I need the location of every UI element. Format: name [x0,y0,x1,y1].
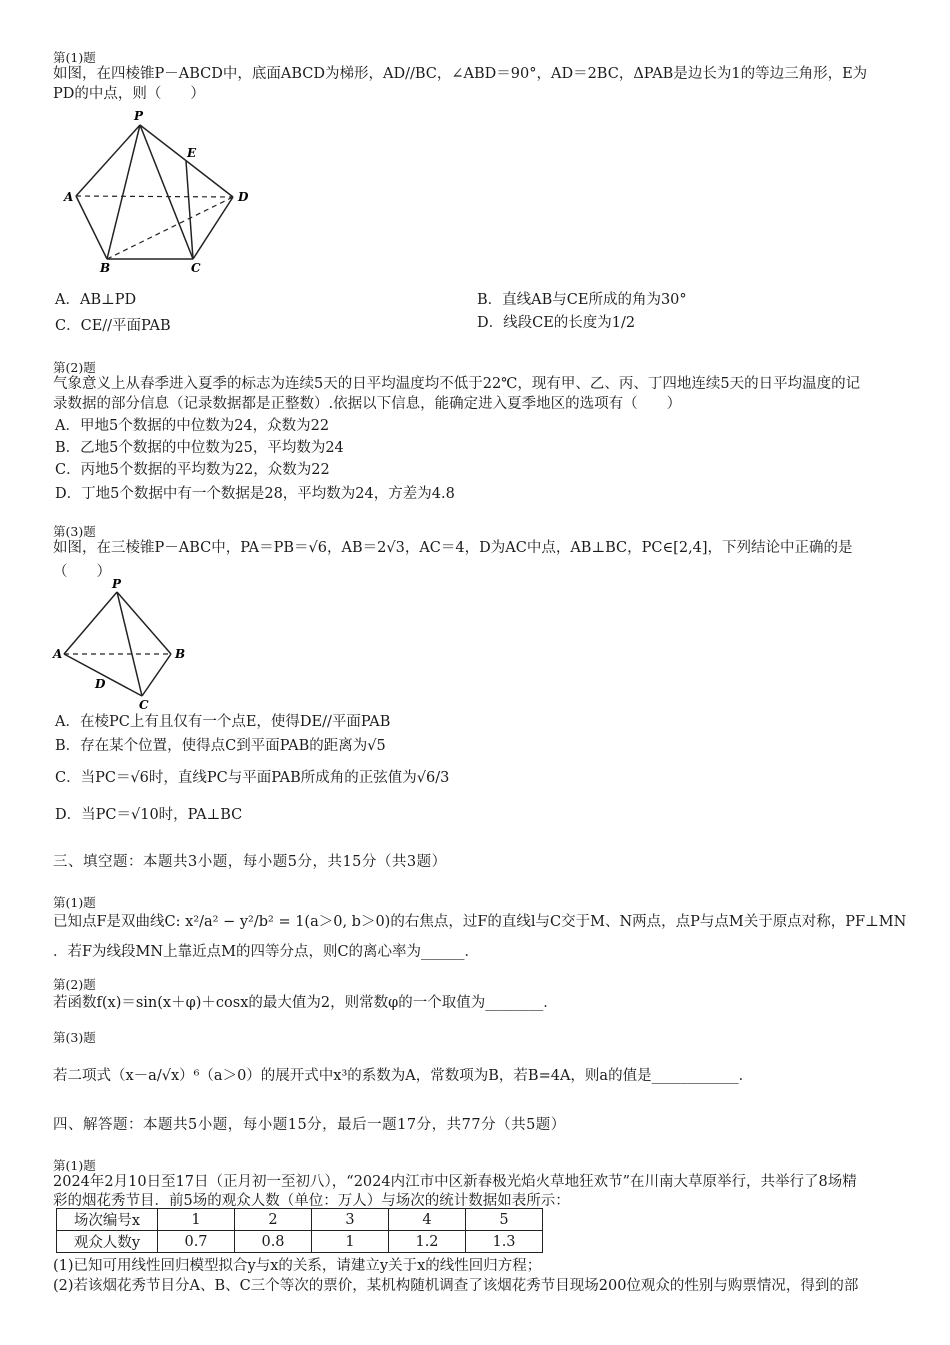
question-text: 已知点F是双曲线C: x²/a² − y²/b² = 1(a＞0, b＞0)的右焦点，过F的直线l与C交于M、N两点，点P与点M关于原点对称，PF⊥MN [53,914,907,930]
table-header-cell: 观众人数y [57,1231,158,1253]
question-text: 若二项式（x－a/√x）⁶（a＞0）的展开式中x³的系数为A，常数项为B，若B=4A，则a的值是____________． [53,1068,754,1084]
question-text: （ ） [53,564,111,580]
table-cell: 2 [235,1209,312,1231]
table-row [57,1209,543,1231]
subpart-text: (2)若该烟花秀节目分A、B、C三个等次的票价，某机构随机调查了该烟花秀节目现场200位观众的性别与购票情况，得到的部 [53,1278,859,1294]
table-cell: 0.8 [235,1231,312,1253]
vertex-label: E [187,146,197,160]
option-c: C．丙地5个数据的平均数为22，众数为22 [55,462,330,478]
option-a: A．甲地5个数据的中位数为24，众数为22 [55,418,330,434]
section-title: 四、解答题：本题共5小题，每小题15分，最后一题17分，共77分（共5题） [53,1117,566,1133]
table-cell: 5 [466,1209,543,1231]
table-row [57,1231,543,1253]
vertex-label: P [134,109,144,123]
option-c: C．当PC＝√6时，直线PC与平面PAB所成角的正弦值为√6/3 [55,770,450,786]
vertex-label: C [139,698,149,712]
data-table [56,1208,543,1253]
table-cell: 1.2 [389,1231,466,1253]
question-text: 如图，在三棱锥P－ABC中，PA＝PB＝√6，AB＝2√3，AC＝4，D为AC中点，AB⊥BC，PC∈[2,4]，下列结论中正确的是 [53,540,853,556]
question-number: 第(3)题 [53,1030,96,1045]
question-number: 第(2)题 [53,977,96,992]
question-text: 气象意义上从春季进入夏季的标志为连续5天的日平均温度均不低于22℃，现有甲、乙、丙、丁四地连续5天的日平均温度的记 [53,376,861,392]
option-b: B．直线AB与CE所成的角为30° [477,292,687,308]
question-number: 第(1)题 [53,50,96,65]
option-b: B．存在某个位置，使得点C到平面PAB的距离为√5 [55,738,386,754]
option-c: C．CE//平面PAB [55,318,171,334]
question-number: 第(3)题 [53,524,96,539]
table-header-cell: 场次编号x [57,1209,158,1231]
question-number: 第(1)题 [53,1158,96,1173]
question-text: 2024年2月10日至17日（正月初一至初八），“2024内江市中区新春极光焰火草地狂欢节”在川南大草原举行，共举行了8场精 [53,1174,857,1190]
table-cell: 3 [312,1209,389,1231]
option-a: A．在棱PC上有且仅有一个点E，使得DE//平面PAB [55,714,391,730]
option-d: D．丁地5个数据中有一个数据是28，平均数为24，方差为4.8 [55,486,455,502]
vertex-label: P [112,577,122,591]
table-cell: 4 [389,1209,466,1231]
table-cell: 1 [312,1231,389,1253]
vertex-label: B [100,261,111,275]
vertex-label: B [175,647,186,661]
table-cell: 1 [158,1209,235,1231]
question-text: 彩的烟花秀节目．前5场的观众人数（单位：万人）与场次的统计数据如表所示： [53,1193,570,1209]
vertex-label: D [238,190,249,204]
question-text: PD的中点，则（ ） [53,86,205,102]
question-number: 第(1)题 [53,895,96,910]
question-text: 若函数f(x)＝sin(x＋φ)＋cosx的最大值为2，则常数φ的一个取值为________． [53,995,558,1011]
option-d: D．当PC＝√10时，PA⊥BC [55,807,243,823]
option-b: B．乙地5个数据的中位数为25，平均数为24 [55,440,344,456]
question-text: ．若F为线段MN上靠近点M的四等分点，则C的离心率为______． [53,944,480,960]
section-title: 三、填空题：本题共3小题，每小题5分，共15分（共3题） [53,854,447,870]
option-a: A．AB⊥PD [55,292,137,308]
question-text: 如图，在四棱锥P－ABCD中，底面ABCD为梯形，AD//BC，∠ABD＝90°，AD＝2BC，ΔPAB是边长为1的等边三角形，E为 [53,66,868,82]
vertex-label: A [64,190,74,204]
vertex-label: C [191,261,201,275]
vertex-label: A [53,647,63,661]
question-number: 第(2)题 [53,360,96,375]
subpart-text: (1)已知可用线性回归模型拟合y与x的关系，请建立y关于x的线性回归方程； [53,1258,542,1274]
table-cell: 0.7 [158,1231,235,1253]
vertex-label: D [95,677,106,691]
table-cell: 1.3 [466,1231,543,1253]
question-text: 录数据的部分信息（记录数据都是正整数）.依据以下信息，能确定进入夏季地区的选项有（ ） [53,396,682,412]
option-d: D．线段CE的长度为1/2 [477,315,636,331]
